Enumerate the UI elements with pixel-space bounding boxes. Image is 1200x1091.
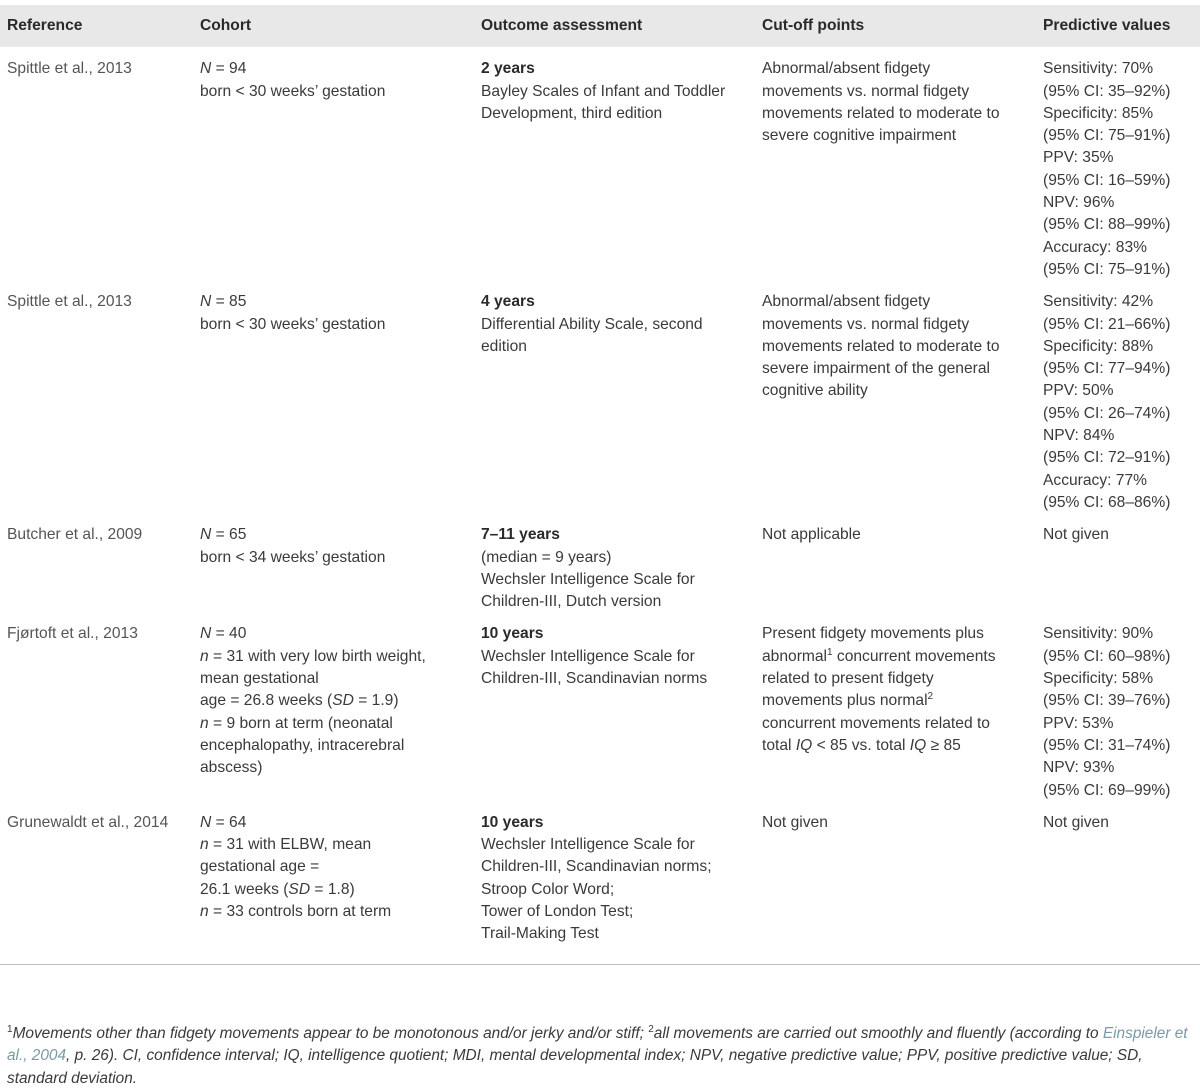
cohort-cell-line: abscess)	[200, 759, 263, 777]
cohort-cell-line: born < 30 weeks’ gestation	[200, 82, 386, 100]
cutoff-cell-line: Not given	[762, 813, 828, 831]
cutoff-cell-line: severe cognitive impairment	[762, 127, 957, 145]
outcome-cell-line: Children-III, Dutch version	[481, 593, 662, 611]
predictive-cell-line: (95% CI: 39–76%)	[1043, 692, 1171, 710]
cohort-cell-line: age = 26.8 weeks (SD = 1.9)	[200, 692, 399, 710]
predictive-cell	[1036, 812, 1200, 964]
cutoff-cell-line: movements plus normal$^2$	[762, 691, 934, 710]
table-header-row	[0, 5, 1200, 47]
cutoff-cell	[755, 47, 1036, 291]
outcome-cell-line: Tower of London Test;	[481, 902, 634, 920]
footnote-marker-1: 1	[7, 1023, 13, 1035]
predictive-cell-line: Accuracy: 77%	[1043, 471, 1148, 489]
reference-cell: Butcher et al., 2009	[7, 526, 143, 544]
outcome-title: 2 years	[481, 60, 535, 78]
outcome-cell-line: (median = 9 years)	[481, 548, 612, 566]
cohort-cell-line: 26.1 weeks (SD = 1.8)	[200, 880, 355, 898]
outcome-title: 7–11 years	[481, 526, 560, 544]
predictive-cell-line: (95% CI: 68–86%)	[1043, 493, 1171, 511]
cohort-cell	[193, 524, 474, 623]
table-row	[0, 291, 1200, 524]
cutoff-cell-line: total IQ < 85 vs. total IQ ≥ 85	[762, 736, 961, 754]
predictive-cell-line: Sensitivity: 70%	[1043, 60, 1154, 78]
outcome-cell-line: Wechsler Intelligence Scale for	[481, 570, 695, 588]
predictive-cell-line: (95% CI: 88–99%)	[1043, 216, 1171, 234]
table-row	[0, 812, 1200, 964]
predictive-cell	[1036, 47, 1200, 291]
predictive-cell-line: Specificity: 85%	[1043, 104, 1154, 122]
predictive-cell-line: NPV: 93%	[1043, 759, 1115, 777]
cutoff-cell-line: Present fidgety movements plus	[762, 625, 984, 643]
cohort-cell-line: N = 40	[200, 625, 247, 643]
table-row	[0, 47, 1200, 291]
predictive-cell-line: Accuracy: 83%	[1043, 238, 1148, 256]
cohort-cell-line: n = 31 with very low birth weight,	[200, 647, 426, 665]
citation-link[interactable]: Einspieler et al., 2004	[7, 1025, 1188, 1065]
cohort-cell-line: n = 31 with ELBW, mean	[200, 836, 372, 854]
cutoff-cell-line: abnormal$^1$ concurrent movements	[762, 646, 996, 665]
predictive-cell-line: (95% CI: 75–91%)	[1043, 260, 1171, 278]
predictive-cell-line: (95% CI: 35–92%)	[1043, 82, 1171, 100]
table-row	[0, 623, 1200, 811]
predictive-cell-line: Not given	[1043, 526, 1109, 544]
predictive-cell-line: NPV: 96%	[1043, 194, 1115, 212]
cutoff-cell	[755, 291, 1036, 524]
header-reference: Reference	[7, 17, 83, 34]
predictive-cell-line: Specificity: 58%	[1043, 670, 1154, 688]
cohort-cell-line: n = 33 controls born at term	[200, 902, 392, 920]
header-predictive-values: Predictive values	[1043, 17, 1171, 34]
cutoff-cell-line: movements vs. normal fidgety	[762, 315, 970, 333]
cohort-cell-line: N = 65	[200, 526, 247, 544]
reference-cell: Fjørtoft et al., 2013	[7, 625, 138, 643]
predictive-cell-line: (95% CI: 26–74%)	[1043, 404, 1171, 422]
outcome-cell-line: Children-III, Scandinavian norms;	[481, 858, 712, 876]
predictive-cell-line: Specificity: 88%	[1043, 337, 1154, 355]
outcome-cell-line: edition	[481, 337, 527, 355]
cutoff-cell	[755, 812, 1036, 964]
cohort-cell-line: N = 85	[200, 293, 247, 311]
outcome-cell-line: Differential Ability Scale, second	[481, 315, 703, 333]
outcome-cell	[474, 524, 755, 623]
predictive-cell-line: NPV: 84%	[1043, 427, 1115, 445]
cohort-cell	[193, 623, 474, 811]
cohort-cell-line: n = 9 born at term (neonatal	[200, 714, 393, 732]
cohort-cell-line: gestational age =	[200, 858, 320, 876]
predictive-cell	[1036, 623, 1200, 811]
header-outcome-assessment: Outcome assessment	[481, 17, 643, 34]
predictive-cell-line: (95% CI: 75–91%)	[1043, 127, 1171, 145]
cohort-cell	[193, 291, 474, 524]
table-footnote	[7, 1023, 1195, 1090]
cohort-cell	[193, 47, 474, 291]
predictive-cell-line: (95% CI: 16–59%)	[1043, 171, 1171, 189]
reference-cell: Spittle et al., 2013	[7, 293, 132, 311]
cohort-cell-line: born < 34 weeks’ gestation	[200, 548, 386, 566]
predictive-cell-line: (95% CI: 31–74%)	[1043, 736, 1171, 754]
cutoff-cell-line: Abnormal/absent fidgety	[762, 60, 931, 78]
predictive-cell-line: Sensitivity: 90%	[1043, 625, 1154, 643]
outcome-cell-line: Wechsler Intelligence Scale for	[481, 647, 695, 665]
predictive-cell-line: PPV: 53%	[1043, 714, 1114, 732]
cohort-cell-line: N = 64	[200, 813, 247, 831]
outcome-cell-line: Wechsler Intelligence Scale for	[481, 836, 695, 854]
cutoff-cell-line: movements vs. normal fidgety	[762, 82, 970, 100]
predictive-cell-line: (95% CI: 72–91%)	[1043, 449, 1171, 467]
reference-cell: Spittle et al., 2013	[7, 60, 132, 78]
cutoff-cell-line: related to present fidgety	[762, 670, 934, 688]
outcome-cell	[474, 812, 755, 964]
results-table	[0, 5, 1200, 965]
predictive-cell-line: (95% CI: 77–94%)	[1043, 360, 1171, 378]
cutoff-cell-line: concurrent movements related to	[762, 714, 990, 732]
predictive-cell-line: Not given	[1043, 813, 1109, 831]
footnote-part-3: , p. 26). CI, confidence interval; IQ, intelligence quotient; MDI, mental developmental index; NPV, negative predictive value; PPV, positive predictive value; SD, standard deviation.	[7, 1047, 1143, 1087]
outcome-cell	[474, 291, 755, 524]
predictive-cell	[1036, 291, 1200, 524]
outcome-title: 10 years	[481, 813, 544, 831]
predictive-cell-line: (95% CI: 60–98%)	[1043, 647, 1171, 665]
predictive-cell-line: (95% CI: 21–66%)	[1043, 315, 1171, 333]
cutoff-cell-line: Abnormal/absent fidgety	[762, 293, 931, 311]
cutoff-cell	[755, 524, 1036, 623]
cutoff-cell-line: movements related to moderate to	[762, 104, 1000, 122]
cutoff-cell-line: movements related to moderate to	[762, 337, 1000, 355]
header-cut-off-points: Cut-off points	[762, 17, 865, 34]
outcome-cell	[474, 47, 755, 291]
outcome-cell-line: Development, third edition	[481, 104, 663, 122]
cohort-cell-line: encephalopathy, intracerebral	[200, 736, 405, 754]
footnote-marker-2: 2	[648, 1023, 654, 1035]
outcome-cell-line: Children-III, Scandinavian norms	[481, 670, 708, 688]
cohort-cell-line: N = 94	[200, 60, 247, 78]
predictive-cell-line: Sensitivity: 42%	[1043, 293, 1154, 311]
outcome-cell-line: Stroop Color Word;	[481, 880, 615, 898]
predictive-cell-line: PPV: 50%	[1043, 382, 1114, 400]
outcome-cell-line: Trail-Making Test	[481, 925, 599, 943]
predictive-cell	[1036, 524, 1200, 623]
cutoff-cell	[755, 623, 1036, 811]
outcome-cell	[474, 623, 755, 811]
outcome-cell-line: Bayley Scales of Infant and Toddler	[481, 82, 726, 100]
cutoff-cell-line: cognitive ability	[762, 382, 868, 400]
cohort-cell-line: born < 30 weeks’ gestation	[200, 315, 386, 333]
outcome-title: 4 years	[481, 293, 535, 311]
predictive-cell-line: PPV: 35%	[1043, 149, 1114, 167]
cutoff-cell-line: Not applicable	[762, 526, 861, 544]
cohort-cell	[193, 812, 474, 964]
reference-cell: Grunewaldt et al., 2014	[0, 812, 193, 964]
footnote-part-1: Movements other than fidgety movements appear to be monotonous and/or jerky and/or stiff;	[12, 1025, 649, 1042]
header-cohort: Cohort	[200, 17, 252, 34]
footnote-part-2: all movements are carried out smoothly and fluently (according to	[653, 1025, 1103, 1042]
cohort-cell-line: mean gestational	[200, 670, 319, 688]
outcome-title: 10 years	[481, 625, 544, 643]
table-row	[0, 524, 1200, 623]
predictive-cell-line: (95% CI: 69–99%)	[1043, 781, 1171, 799]
cutoff-cell-line: severe impairment of the general	[762, 360, 990, 378]
